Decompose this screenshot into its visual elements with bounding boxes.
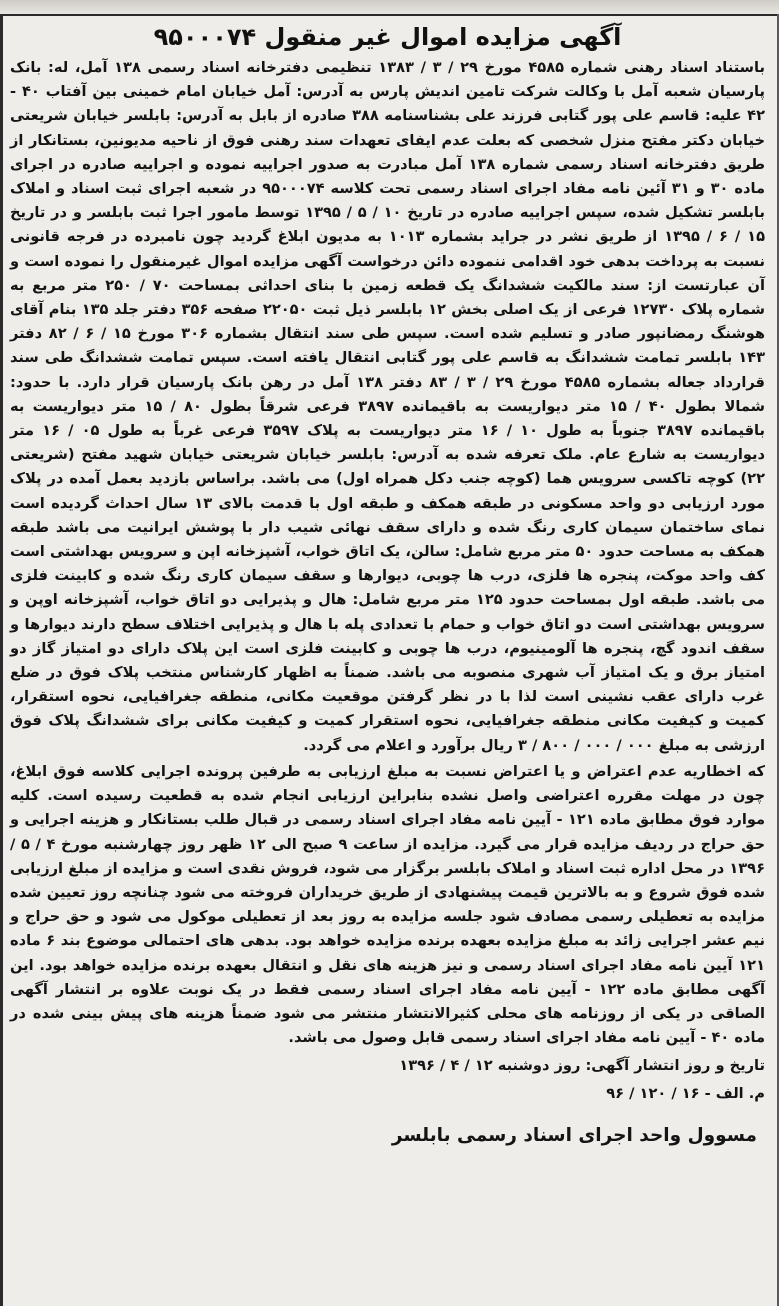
reference-number: م. الف - ۱۶ / ۱۲۰ / ۹۶	[606, 1085, 765, 1103]
signature-line: مسوول واحد اجرای اسناد رسمی بابلسر	[391, 1125, 757, 1147]
clipping-top-edge	[0, 0, 779, 14]
notice-content	[10, 20, 765, 1296]
notice-title: آگهی مزایده اموال غیر منقول ۹۵۰۰۰۷۴	[153, 23, 622, 51]
frame-top-rule	[0, 14, 779, 16]
frame-left-rule	[0, 14, 3, 1306]
publication-date: تاریخ و روز انتشار آگهی: روز دوشنبه ۱۲ / ۴ / ۱۳۹۶	[399, 1057, 765, 1075]
notice-paragraph-property: باستناد اسناد رهنی شماره ۴۵۸۵ مورخ ۲۹ / ۳ / ۱۳۸۳ تنظیمی دفترخانه اسناد رسمی ۱۳۸ آمل، له: بانک پارسیان شعبه آمل با وکالت شرکت تامین اندیش پارس به آدرس: آمل خیابان امام خمینی بین آفتاب ۴۰ - ۴۲ علیه: قاسم علی پور گتابی فرزند علی بشناسنامه ۳۸۸ صادره از بابل به آدرس: بابلسر خیابان شریعتی خیابان دکتر مفتح منزل شخصی که بعلت عدم ایفای تعهدات سند رهنی فوق از ناحیه مدیونین، بستانکار از طریق دفترخانه اسناد رسمی شماره ۱۳۸ آمل مبادرت به صدور اجراییه نموده و اجراییه صادره در اجرای ماده ۳۰ و ۳۱ آئین نامه مفاد اجرای اسناد رسمی تحت کلاسه ۹۵۰۰۰۷۴ در شعبه اجرای ثبت اسناد و املاک بابلسر تشکیل شده، سپس اجراییه صادره در تاریخ ۱۰ / ۵ / ۱۳۹۵ توسط مامور اجرا ثبت بابلسر و در تاریخ ۱۵ / ۶ / ۱۳۹۵ از طریق نشر در جراید بشماره ۱۰۱۳ به مدیون ابلاغ گردید چون نامبرده در فرجه قانونی نسبت به پرداخت بدهی خود اقدامی ننموده دائن درخواست آگهی مزایده اموال غیرمنقول را نموده است و آن عبارتست از: سند مالکیت ششدانگ یک قطعه زمین با بنای احداثی بمساحت ۷۰ / ۲۵۰ متر مربع به شماره پلاک ۱۲۷۳۰ فرعی از یک اصلی بخش ۱۲ بابلسر ذیل ثبت ۲۲۰۵۰ صفحه ۳۵۶ دفتر جلد ۱۳۵ بنام آقای هوشنگ رمضانپور صادر و تسلیم شده است. سپس طی سند انتقال بشماره ۳۰۶ مورخ ۱۵ / ۶ / ۸۲ دفتر ۱۴۳ بابلسر تمامت ششدانگ به قاسم علی پور گتابی انتقال یافته است. سپس تمامت ششدانگ طی سند قرارداد جعاله بشماره ۴۵۸۵ مورخ ۲۹ / ۳ / ۸۳ دفتر ۱۳۸ آمل در رهن بانک پارسیان قرار دارد. با حدود: شمالا بطول ۴۰ / ۱۵ متر دیواریست به باقیمانده ۳۸۹۷ فرعی شرقاً بطول ۸۰ / ۱۵ متر دیواریست به باقیمانده ۳۸۹۷ جنوباً به طول ۱۰ / ۱۶ متر دیواریست به پلاک ۳۵۹۷ فرعی غرباً به طول ۰۵ / ۱۶ متر دیواریست به شارع عام. ملک تعرفه شده به آدرس: بابلسر خیابان شریعتی خیابان شهید مفتح (شریعتی ۲۲) کوچه تاکسی سرویس هما (کوچه جنب دکل همراه اول) می باشد. براساس بازدید بعمل آمده در پلاک مورد ارزیابی دو واحد مسکونی در طبقه همکف و طبقه اول با قدمت بالای ۱۳ سال احداث گردیده است نمای ساختمان سیمان کاری رنگ شده و دارای سقف نهائی شیب دار با پوشش ایرانیت می باشد طبقه همکف به مساحت حدود ۵۰ متر مربع شامل: سالن، یک اتاق خواب، آشپزخانه اپن و سرویس بهداشتی است کف واحد موکت، پنجره ها فلزی، درب ها چوبی، دیوارها و سقف سیمان کاری رنگ شده و کابینت فلزی می باشد. طبقه اول بمساحت حدود ۱۲۵ متر مربع شامل: هال و پذیرایی دو اتاق خواب، آشپزخانه اوپن و سرویس بهداشتی است دو اتاق خواب و حمام با تعدادی پله با هال و پذیرایی اختلاف سطح دارند دیوارها و سقف اندود گچ، پنجره ها آلومینیوم، درب ها چوبی و کابینت فلزی است این پلاک دارای دو امتیاز گاز دو امتیاز برق و یک امتیاز آب شهری منصوبه می باشد. ضمناً به اظهار کارشناس منتخب پلاک فوق در ضلع غرب دارای عقب نشینی است لذا با در نظر گرفتن موقعیت مکانی، منطقه جغرافیایی، نحوه استقرار، کمیت و کیفیت مکانی منطقه جغرافیایی، نحوه استقرار کمیت و کیفیت مکانی برای ششدانگ پلاک فوق ارزشی به مبلغ ۰۰۰ / ۰۰۰ / ۸۰۰ / ۳ ریال برآورد و اعلام می گردد.	[10, 59, 766, 754]
notice-paragraph-terms: که اخطاریه عدم اعتراض و یا اعتراض نسبت به مبلغ ارزیابی به طرفین پرونده اجرایی کلاسه فوق ابلاغ، چون در مهلت مقرره اعتراضی واصل نشده بنابراین ارزیابی انجام شده به قطعیت رسیده است. کلیه موارد فوق مطابق ماده ۱۲۱ - آیین نامه مفاد اجرای اسناد رسمی در قبال طلب بستانکار و هزینه اجرایی و حق حراج در ردیف مزایده قرار می گیرد. مزایده از ساعت ۹ صبح الی ۱۲ ظهر روز چهارشنبه مورخ ۴ / ۵ / ۱۳۹۶ در محل اداره ثبت اسناد و املاک بابلسر برگزار می شود، فروش نقدی است و مزایده از مبلغ ارزیابی شده فوق شروع و به بالاترین قیمت پیشنهادی از طریق خریداران فروخته می شود چنانچه روز تعیین شده مزایده به تعطیلی رسمی مصادف شود جلسه مزایده به روز بعد از تعطیلی موکول می شود و حق حراج و نیم عشر اجرایی زائد به مبلغ مزایده بعهده برنده مزایده خواهد بود. بدهی های احتمالی موضوع بند ۶ ماده ۱۲۱ آیین نامه مفاد اجرای اسناد رسمی و نیز هزینه های نقل و انتقال بعهده برنده مزایده خواهد بود. این آگهی مطابق ماده ۱۲۲ - آیین نامه مفاد اجرای اسناد رسمی فقط در یک نوبت علاوه بر انتشار آگهی الصاقی در یکی از روزنامه های محلی کثیرالانتشار منتشر می شود ضمناً هزینه های پیش بینی شده در ماده ۴۰ - آیین نامه مفاد اجرای اسناد رسمی قابل وصول می باشد.	[10, 762, 766, 1047]
